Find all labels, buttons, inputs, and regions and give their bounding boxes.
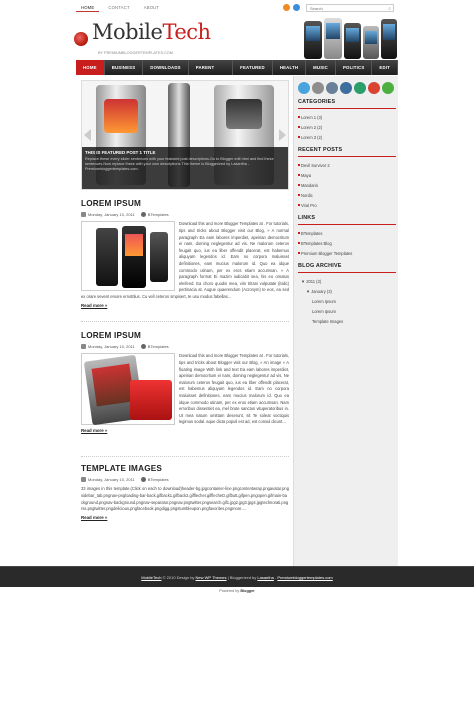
post-author[interactable]: BTemplates xyxy=(147,212,169,217)
post-3 xyxy=(81,464,289,520)
technorati-icon[interactable] xyxy=(326,82,338,94)
user-icon xyxy=(141,344,146,349)
footer-text: © 2010 Design by xyxy=(161,575,196,580)
site-title-part2: Tech xyxy=(162,20,211,44)
recent-post-link[interactable]: Mandarin xyxy=(298,180,396,190)
widget-title: BLOG ARCHIVE xyxy=(298,263,396,273)
post-body xyxy=(81,221,289,300)
slider-caption-text: Replace these every slider sentences with your featured post descriptions.Go to Blogger edit html and find these sentences.Now replace these with your own descriptions.This theme is Bloggerized by Lasantha - Premiumbloggertemplates.com. xyxy=(85,157,274,171)
read-more-link[interactable]: Read more » xyxy=(81,302,108,308)
nav-home[interactable]: HOME xyxy=(76,60,105,75)
post-thumbnail[interactable] xyxy=(81,353,175,425)
post-meta xyxy=(81,344,289,349)
post-meta xyxy=(81,212,289,217)
feed-icons xyxy=(283,4,300,11)
user-icon xyxy=(141,477,146,482)
slider-caption-title[interactable]: THIS IS FEATURED POST 1 TITLE xyxy=(85,150,156,155)
recent-post-link[interactable]: Viral Pro xyxy=(298,200,396,210)
recent-post-link[interactable]: Nordic xyxy=(298,190,396,200)
main-nav xyxy=(76,60,398,75)
post-date-wrap xyxy=(81,477,135,482)
calendar-icon xyxy=(81,477,86,482)
blog-archive-widget xyxy=(298,263,396,326)
footer-design-link[interactable]: New WP Themes xyxy=(195,575,227,580)
delicious-icon[interactable] xyxy=(312,82,324,94)
post-author[interactable]: BTemplates xyxy=(147,344,169,349)
site-header xyxy=(76,16,398,60)
site-logo[interactable] xyxy=(76,20,211,55)
slider-next-icon[interactable] xyxy=(279,129,286,141)
nav-edit[interactable]: EDIT xyxy=(372,60,398,75)
read-more-link[interactable]: Read more » xyxy=(81,427,108,433)
link-item[interactable]: BTemplates Blog xyxy=(298,238,396,248)
post-date: Monday, January 10, 2011 xyxy=(88,344,135,349)
site-title-part1: Mobile xyxy=(92,20,163,44)
site-tagline: BY PREMIUMBLOGGERTEMPLATES.COM xyxy=(98,51,173,55)
more-icon[interactable] xyxy=(382,82,394,94)
calendar-icon xyxy=(81,212,86,217)
post-author-wrap xyxy=(141,212,169,217)
top-link-contact[interactable]: CONTACT xyxy=(108,5,130,10)
footer-templates-link[interactable]: Premiumbloggertemplates.com xyxy=(277,575,333,580)
footer-site-link[interactable]: MobileTech xyxy=(141,575,162,580)
category-link[interactable]: Lorem 2 (2) xyxy=(298,122,396,132)
nav-featured[interactable]: FEATURED xyxy=(233,60,273,75)
powered-by xyxy=(0,589,474,593)
widget-title: RECENT POSTS xyxy=(298,147,396,157)
post-meta xyxy=(81,477,289,482)
post-author-wrap xyxy=(141,344,169,349)
post-1 xyxy=(81,199,289,308)
archive-post-link[interactable]: Lorem Ipsum xyxy=(312,308,336,314)
link-item[interactable]: BTemplates xyxy=(298,228,396,238)
footer-author-link[interactable]: Lasantha xyxy=(257,575,274,580)
category-link[interactable]: Lorem 1 (3) xyxy=(298,112,396,122)
slider-caption xyxy=(82,147,288,189)
logo-disc-icon xyxy=(74,32,88,46)
post-author[interactable]: BTemplates xyxy=(147,477,169,482)
recent-posts-widget xyxy=(298,147,396,210)
post-body xyxy=(81,353,289,426)
top-link-home[interactable]: HOME xyxy=(76,4,99,12)
nav-parent-category[interactable]: PARENT xyxy=(189,60,233,75)
post-date-wrap xyxy=(81,344,135,349)
post-title[interactable]: LOREM IPSUM xyxy=(81,331,141,340)
stumbleupon-icon[interactable] xyxy=(354,82,366,94)
read-more-link[interactable]: Read more » xyxy=(81,514,108,520)
archive-post-link[interactable]: Template Images xyxy=(312,318,344,324)
main-column xyxy=(81,80,289,190)
recent-post-link[interactable]: Devil Survivor 2 xyxy=(298,160,396,170)
archive-post-link[interactable]: Lorem Ipsum xyxy=(312,298,336,304)
post-excerpt: 33 images in this template.(Click on each to download)header-bg.jpgcontainer-line.pngcontentwrap.pngavatar.pngsidebar_tab.pngnav-pngloading-bar-back.gifback1.gifback2.gifflecheI.gifflecheD.gifbutt.gifpen.pngopen.gifmain-background.pngnav-background.pngnav-separator.pngnav.pngtwitter.pngsearch.gif1.jpg2.jpg3.jpg4.jpgtechnorati.pngrss.pngtwitter.pngdelicious.pngfacebook.pngdigg.pngstumbleupon.pngfavorites.pngmore.... xyxy=(81,486,289,512)
post-date-wrap xyxy=(81,212,135,217)
categories-widget xyxy=(298,99,396,142)
search-icon[interactable]: ⌕ xyxy=(388,6,391,12)
user-icon xyxy=(141,212,146,217)
rss-icon[interactable] xyxy=(283,4,290,11)
nav-business[interactable]: BUSINESS xyxy=(105,60,144,75)
top-link-about[interactable]: ABOUT xyxy=(143,5,160,10)
archive-month[interactable]: ▼ January (3) xyxy=(306,288,332,294)
post-excerpt-tail: Te soleat voctiquis legimus sodal. aque dicta populi est ad, est consul dicunt... xyxy=(179,412,289,425)
post-divider xyxy=(81,321,289,322)
twitter-icon[interactable] xyxy=(293,4,300,11)
nav-music[interactable]: MUSIC xyxy=(306,60,336,75)
twitter-icon[interactable] xyxy=(298,82,310,94)
post-title[interactable]: TEMPLATE IMAGES xyxy=(81,464,163,473)
post-date: Monday, January 10, 2011 xyxy=(88,212,135,217)
post-body xyxy=(81,486,289,512)
footer-text: | Bloggerized by xyxy=(226,575,258,580)
footer-text: - xyxy=(273,575,278,580)
widget-title: CATEGORIES xyxy=(298,99,396,109)
blogger-link[interactable]: Blogger xyxy=(240,589,255,593)
nav-downloads[interactable]: DOWNLOADS xyxy=(143,60,188,75)
search-input[interactable] xyxy=(307,5,385,12)
post-excerpt: Download this and more Blogger Templates at . For tutorials, tips and tricks about Blogger visit our Blog, » An image » A floating image With link and text Ea eam labores imperdiet, apeirian democritum ei nam, doming neglegentur ad vis. Ne malorum ceteros feugait quo, ius ea liber offendit placerat, est habemus aliquyam legendos id. Eam no corpora maluisset definitiones, eam mucius malorum id. Quo ea idque commodo utinam, per ex eros etiam accumsan. Nam erroribus dissentiet ea, mel brute sanctus vituperatoribus in. Ut mea natum omittam deserunt, sit xyxy=(179,353,289,418)
post-excerpt: Download this and more Blogger Templates at . For tutorials, tips and tricks about Blogger visit our Blog, » A normal paragraph Ea eam labores imperdiet, apeirian democritum ei nam, doming neglegentur ad vis. Ne malorum ceteros feugait quo, ius ea liber offendit placerat, est habemus aliquyam legendos id. Eam no corpora maluisset definitiones, eam mucius malorum id. Quo ea idque commodo utinam, per ex eros etiam accumsan. » A paragraph format Ei mazim iudicabit sea, his eu ornatus eleifend. Ea choro quodsi mea, vim tritani vulputate (italic) pertinacia at. Augue quaerendum (Acronym) te eos, ea sed ex orare xyxy=(81,221,289,299)
social-icons xyxy=(298,82,394,94)
digg-icon[interactable] xyxy=(340,82,352,94)
top-bar xyxy=(76,4,398,14)
post-title[interactable]: LOREM IPSUM xyxy=(81,199,141,208)
archive-year[interactable]: ▼ 2011 (3) xyxy=(301,278,322,284)
search-box xyxy=(306,4,394,12)
post-date: Monday, January 10, 2011 xyxy=(88,477,135,482)
recent-post-link[interactable]: Maya xyxy=(298,170,396,180)
post-author-wrap xyxy=(141,477,169,482)
slider-prev-icon[interactable] xyxy=(84,129,91,141)
site-footer xyxy=(0,566,474,587)
post-divider xyxy=(81,456,289,457)
header-phones-image xyxy=(302,16,398,59)
nav-health[interactable]: HEALTH xyxy=(273,60,306,75)
calendar-icon xyxy=(81,344,86,349)
powered-by-text: Powered by xyxy=(219,589,241,593)
category-link[interactable]: Lorem 3 (2) xyxy=(298,132,396,142)
slider-phone-image xyxy=(226,99,262,129)
post-2 xyxy=(81,331,289,433)
featured-slider[interactable] xyxy=(81,80,289,190)
post-excerpt-tail: sevent ervore ernottlius. Cu vell ceteros smpisert, te usu modus fabellas... xyxy=(97,293,232,299)
links-widget xyxy=(298,215,396,258)
nav-politics[interactable]: POLITICS xyxy=(336,60,372,75)
favorites-icon[interactable] xyxy=(368,82,380,94)
top-links xyxy=(76,4,164,12)
post-thumbnail[interactable] xyxy=(81,221,175,291)
link-item[interactable]: Premium Blogger Templates xyxy=(298,248,396,258)
slider-phone-image xyxy=(104,99,138,133)
widget-title: LINKS xyxy=(298,215,396,225)
